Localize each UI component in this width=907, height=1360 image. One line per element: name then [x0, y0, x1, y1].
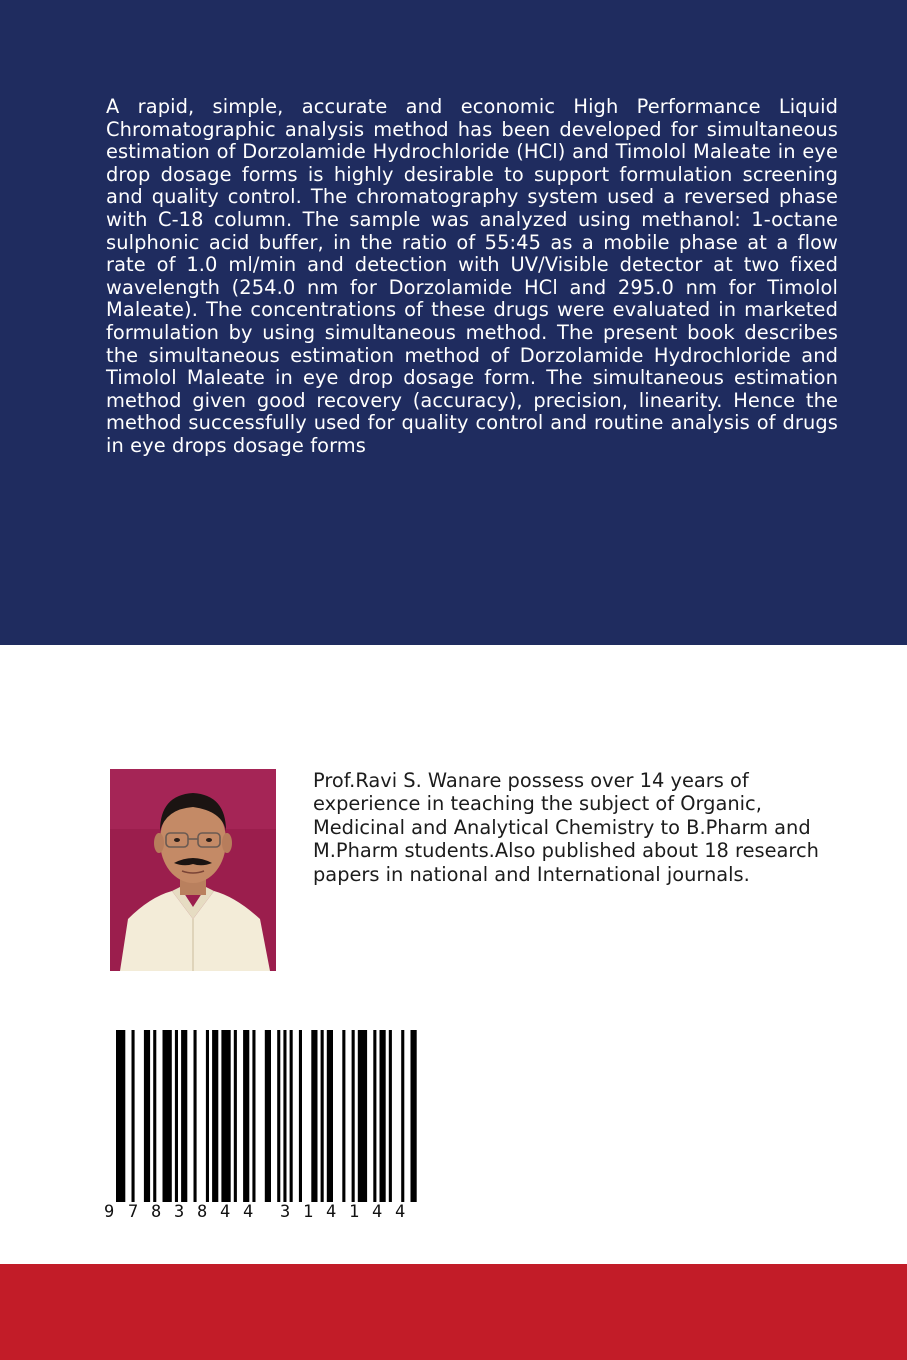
- barcode-bar: [373, 1030, 376, 1202]
- barcode-digit: 9: [104, 1202, 115, 1222]
- author-photo: [110, 769, 276, 971]
- barcode-bar: [411, 1030, 417, 1202]
- barcode-digit: 3: [174, 1202, 185, 1222]
- barcode-digit: 4: [243, 1202, 254, 1222]
- author-bio: Prof.Ravi S. Wanare possess over 14 years of experience in teaching the subject of Organic, Medicinal and Analytical Chemistry to B.Pharm and M.Pharm students.Also published about 18 research papers in national and International journals.: [313, 769, 819, 886]
- barcode-bar: [175, 1030, 178, 1202]
- barcode-digits: [104, 1202, 422, 1226]
- barcode-bar: [290, 1030, 293, 1202]
- isbn-barcode: [104, 1030, 422, 1226]
- book-abstract: A rapid, simple, accurate and economic High Performance Liquid Chromatographic analysis method has been developed for simultaneous estimation of Dorzolamide Hydrochloride (HCl) and Timolol Maleate in eye drop dosage forms is highly desirable to support formulation screening and quality control. The chromatography system used a reversed phase with C-18 column. The sample was analyzed using methanol: 1-octane sulphonic acid buffer, in the ratio of 55:45 as a mobile phase at a flow rate of 1.0 ml/min and detection with UV/Visible detector at two fixed wavelength (254.0 nm for Dorzolamide HCl and 295.0 nm for Timolol Maleate). The concentrations of these drugs were evaluated in marketed formulation by using simultaneous method. The present book describes the simultaneous estimation method of Dorzolamide Hydrochloride and Timolol Maleate in eye drop dosage form. The simultaneous estimation method given good recovery (accuracy), precision, linearity. Hence the method successfully used for quality control and routine analysis of drugs in eye drops dosage forms: [106, 95, 838, 457]
- barcode-bar: [132, 1030, 135, 1202]
- barcode-bar: [153, 1030, 156, 1202]
- barcode-bar: [116, 1030, 125, 1202]
- barcode-digit: 8: [151, 1202, 162, 1222]
- barcode-bar: [283, 1030, 286, 1202]
- barcode-bar: [181, 1030, 187, 1202]
- barcode-bar: [299, 1030, 302, 1202]
- barcode-bar: [234, 1030, 237, 1202]
- barcode-digit: 1: [349, 1202, 360, 1222]
- author-portrait-illustration: [110, 769, 276, 971]
- barcode-bar: [352, 1030, 355, 1202]
- barcode-bar: [252, 1030, 255, 1202]
- barcode-bar: [277, 1030, 280, 1202]
- barcode-digit: 1: [303, 1202, 314, 1222]
- barcode-bar: [321, 1030, 324, 1202]
- barcode-bar: [389, 1030, 392, 1202]
- barcode-digit: 4: [372, 1202, 383, 1222]
- barcode-bar: [206, 1030, 209, 1202]
- barcode-bar: [265, 1030, 271, 1202]
- barcode-bar: [194, 1030, 197, 1202]
- barcode-bar: [144, 1030, 150, 1202]
- barcode-bar: [212, 1030, 218, 1202]
- barcode-digit: 8: [197, 1202, 208, 1222]
- barcode-bar: [243, 1030, 249, 1202]
- cover-bottom-band: [0, 1264, 907, 1360]
- barcode-bar: [327, 1030, 333, 1202]
- barcode-digit: 4: [395, 1202, 406, 1222]
- barcode-bar: [342, 1030, 345, 1202]
- barcode-digit: 7: [128, 1202, 139, 1222]
- barcode-bar: [358, 1030, 367, 1202]
- barcode-bar: [163, 1030, 172, 1202]
- barcode-digit: 3: [280, 1202, 291, 1222]
- cover-top-panel: [0, 0, 907, 645]
- barcode-bar: [380, 1030, 386, 1202]
- barcode-bar: [221, 1030, 230, 1202]
- barcode-bar: [311, 1030, 317, 1202]
- barcode-digit: 4: [326, 1202, 337, 1222]
- barcode-bars: [104, 1030, 422, 1202]
- barcode-digit: 4: [220, 1202, 231, 1222]
- barcode-bar: [401, 1030, 404, 1202]
